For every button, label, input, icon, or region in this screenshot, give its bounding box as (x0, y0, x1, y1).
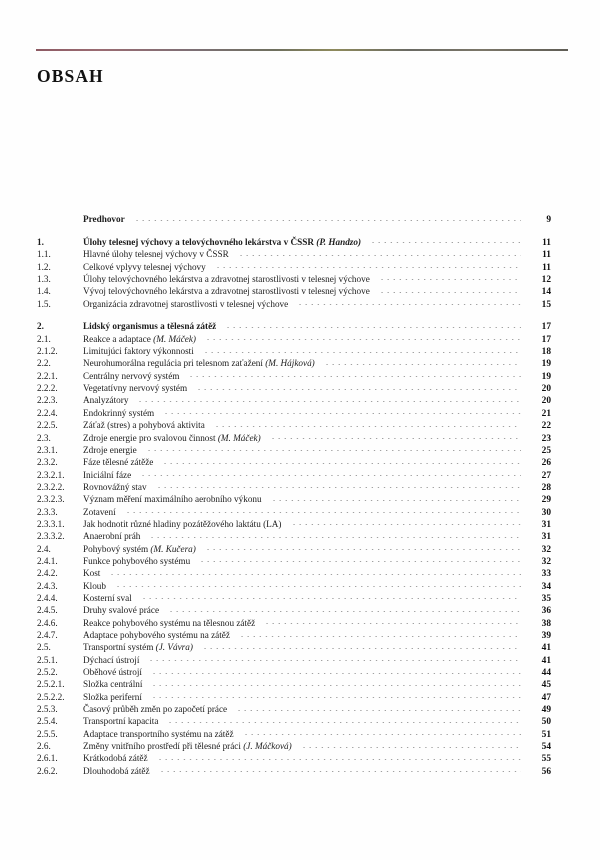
toc-page-number: 51 (541, 729, 551, 740)
toc-entry-title (83, 716, 163, 726)
toc-page-number: 25 (541, 445, 551, 456)
toc-entry-title-text: Zdroje energie (83, 444, 137, 455)
toc-row[interactable] (37, 555, 551, 567)
toc-entry-title (83, 766, 155, 776)
toc-entry-title-text: Hlavné úlohy telesnej výchovy v ČSSR (83, 249, 229, 260)
toc-page-number: 23 (541, 433, 551, 444)
toc-entry-number: 2.5.2.2. (37, 691, 65, 702)
toc-row[interactable] (37, 273, 551, 285)
toc-page-number: 33 (541, 569, 551, 580)
toc-page-number: 20 (541, 396, 551, 407)
toc-page-number: 32 (541, 544, 551, 555)
toc-entry-title (83, 679, 147, 689)
toc-entry-title-text: Reakce a adaptace (83, 333, 151, 344)
toc-entry-title-text: Jak hodnotit různé hladiny pozátěžového laktátu (LA) (83, 518, 282, 529)
toc-entry-title (83, 642, 198, 652)
toc-entry-title-text: Kosterní sval (83, 592, 132, 603)
toc-page-number: 26 (541, 458, 551, 469)
toc-entry-title-text: Úlohy telesnej výchovy a telovýchovného lekárstva v ČSSR (83, 236, 314, 247)
toc-entry-title (83, 519, 287, 529)
toc-page-number: 21 (541, 408, 551, 419)
toc-entry-number: 2.2.2. (37, 383, 58, 394)
table-of-contents (37, 213, 551, 777)
toc-row[interactable] (37, 629, 551, 641)
toc-row[interactable] (37, 357, 551, 369)
toc-page-number: 30 (541, 507, 551, 518)
toc-entry-title (83, 568, 105, 578)
toc-entry-title (83, 214, 130, 224)
toc-entry-title (83, 556, 195, 566)
toc-page-number: 36 (541, 606, 551, 617)
toc-entry-title (83, 371, 184, 381)
toc-entry-title (83, 544, 201, 554)
toc-row[interactable] (37, 382, 551, 394)
toc-dot-leader (109, 567, 521, 576)
toc-entry-number: 2.4.3. (37, 580, 58, 591)
toc-dot-leader (214, 419, 521, 428)
toc-dot-leader (301, 740, 521, 749)
toc-entry-title (83, 358, 320, 368)
toc-dot-leader (202, 641, 521, 650)
toc-entry-title (83, 593, 137, 603)
toc-page-number: 29 (541, 495, 551, 506)
toc-entry-number: 2. (37, 321, 44, 332)
toc-dot-leader (141, 592, 521, 601)
toc-row[interactable] (37, 740, 551, 752)
toc-entry-number: 2.5.5. (37, 728, 58, 739)
toc-entry-title-text: Zotavení (83, 506, 116, 517)
toc-entry-number: 2.3.3.2. (37, 531, 65, 542)
toc-entry-number: 2.4.6. (37, 617, 58, 628)
toc-row[interactable] (37, 298, 551, 310)
toc-page-number: 44 (541, 668, 551, 679)
toc-entry-title-text: Dýchací ústrojí (83, 654, 140, 665)
toc-entry-number: 2.1. (37, 333, 51, 344)
toc-dot-leader (137, 394, 521, 403)
toc-entry-title-text: Složka centrální (83, 679, 143, 690)
toc-dot-leader (188, 370, 521, 379)
toc-entry-title (83, 433, 266, 443)
toc-entry-number: 2.6. (37, 741, 51, 752)
toc-entry-title (83, 299, 293, 309)
toc-page-number: 17 (541, 334, 551, 345)
toc-page-number: 18 (541, 347, 551, 358)
toc-dot-leader (379, 285, 521, 294)
toc-row[interactable] (37, 518, 551, 530)
toc-page-number: 55 (541, 754, 551, 765)
toc-entry-number: 2.3.2.3. (37, 494, 65, 505)
toc-page-number: 50 (541, 717, 551, 728)
toc-row[interactable] (37, 592, 551, 604)
toc-entry-title (83, 274, 375, 284)
toc-row[interactable] (37, 530, 551, 542)
toc-row[interactable] (37, 691, 551, 703)
toc-page-number: 22 (541, 421, 551, 432)
toc-entry-title (83, 482, 152, 492)
toc-entry-number: 1.2. (37, 261, 51, 272)
toc-dot-leader (238, 248, 521, 257)
toc-entry-number: 2.3. (37, 432, 51, 443)
toc-entry-title (83, 334, 201, 344)
toc-page-number: 20 (541, 384, 551, 395)
toc-entry-number: 2.2. (37, 358, 51, 369)
toc-dot-leader (156, 481, 521, 490)
toc-entry-number: 2.5.4. (37, 716, 58, 727)
toc-entry-number: 2.5.2.1. (37, 679, 65, 690)
toc-entry-title (83, 618, 260, 628)
toc-entry-number: 2.2.4. (37, 407, 58, 418)
toc-entry-title (83, 507, 121, 517)
toc-entry-title-text: Lidský organismus a tělesná zátěž (83, 321, 217, 332)
toc-entry-title-text: Složka periferní (83, 691, 142, 702)
toc-row[interactable] (37, 654, 551, 666)
toc-entry-title (83, 445, 142, 455)
toc-entry-title (83, 692, 147, 702)
toc-entry-title-text: Analyzátory (83, 395, 129, 406)
toc-dot-leader (115, 580, 521, 589)
toc-page-number: 49 (541, 705, 551, 716)
toc-entry-number: 1.5. (37, 298, 51, 309)
toc-entry-number: 2.1.2. (37, 346, 58, 357)
toc-entry-title-text: Úlohy telovýchovného lekárstva a zdravotnej starostlivosti v telesnej výchove (83, 273, 370, 284)
toc-entry-number: 2.6.1. (37, 753, 58, 764)
page-title: OBSAH (37, 66, 104, 86)
toc-entry-author: (M. Máček) (153, 333, 196, 344)
toc-dot-leader (148, 654, 521, 663)
toc-entry-title-text: Celkové vplyvy telesnej výchovy (83, 261, 206, 272)
toc-row[interactable] (37, 567, 551, 579)
toc-entry-author: (P. Handzo) (316, 236, 362, 247)
toc-dot-leader (151, 691, 521, 700)
toc-entry-title (83, 729, 239, 739)
toc-entry-title-text: Zdroje energie pro svalovou činnost (83, 432, 216, 443)
toc-page-number: 11 (542, 262, 551, 273)
toc-entry-number: 1.4. (37, 286, 51, 297)
toc-entry-title (83, 605, 164, 615)
toc-row[interactable] (37, 604, 551, 616)
toc-entry-title (83, 321, 221, 331)
toc-entry-title-text: Pohybový systém (83, 543, 149, 554)
toc-dot-leader (151, 666, 521, 675)
toc-entry-title-text: Reakce pohybového systému na tělesnou zátěž (83, 617, 256, 628)
toc-entry-title-text: Krátkodobá zátěž (83, 753, 148, 764)
toc-entry-title-text: Limitujúci faktory výkonnosti (83, 346, 194, 357)
toc-entry-author: (J. Vávra) (155, 642, 193, 653)
toc-dot-leader (205, 333, 521, 342)
toc-dot-leader (149, 530, 521, 539)
toc-row[interactable] (37, 506, 551, 518)
toc-entry-title-text: Kloub (83, 580, 106, 591)
toc-page-number: 32 (541, 556, 551, 567)
toc-page-number: 11 (542, 237, 551, 248)
toc-entry-title-text: Význam měření maximálního aerobního výkonu (83, 494, 262, 505)
toc-row[interactable] (37, 456, 551, 468)
toc-entry-title-text: Rovnovážný stav (83, 481, 147, 492)
toc-entry-title (83, 531, 145, 541)
toc-entry-title-text: Centrálny nervový systém (83, 370, 180, 381)
toc-dot-leader (291, 518, 522, 527)
toc-dot-leader (203, 345, 521, 354)
toc-entry-number: 2.5.3. (37, 704, 58, 715)
toc-row[interactable] (37, 481, 551, 493)
toc-entry-title-text: Predhovor (83, 214, 125, 224)
toc-entry-title-text: Organizácia zdravotnej starostlivosti v telesnej výchove (83, 298, 289, 309)
toc-dot-leader (134, 213, 521, 222)
toc-row[interactable] (37, 580, 551, 592)
toc-entry-title (83, 753, 153, 763)
toc-row[interactable] (37, 728, 551, 740)
toc-entry-number: 1.1. (37, 249, 51, 260)
toc-entry-number: 2.4.2. (37, 568, 58, 579)
toc-dot-leader (324, 357, 521, 366)
toc-entry-title (83, 581, 111, 591)
toc-entry-number: 2.3.2.1. (37, 469, 65, 480)
toc-dot-leader (157, 752, 521, 761)
toc-page-number: 31 (541, 532, 551, 543)
toc-entry-number: 2.4.1. (37, 555, 58, 566)
toc-row[interactable] (37, 419, 551, 431)
toc-entry-title (83, 346, 199, 356)
toc-entry-title (83, 383, 192, 393)
toc-row[interactable] (37, 345, 551, 357)
toc-dot-leader (215, 261, 521, 270)
toc-page-number: 11 (542, 250, 551, 261)
toc-entry-number: 2.4. (37, 543, 51, 554)
toc-entry-title (83, 667, 147, 677)
toc-entry-title-text: Adaptace transportního systému na zátěž (83, 728, 234, 739)
toc-row[interactable] (37, 469, 551, 481)
toc-entry-title-text: Transportní systém (83, 642, 154, 653)
toc-page-number: 14 (541, 287, 551, 298)
toc-row[interactable] (37, 715, 551, 727)
toc-page-number: 39 (541, 631, 551, 641)
toc-entry-title-text: Funkce pohybového systému (83, 555, 191, 566)
toc-row[interactable] (37, 543, 551, 555)
toc-entry-title (83, 395, 133, 405)
toc-dot-leader (159, 765, 521, 774)
decorative-top-rule (36, 49, 568, 51)
toc-entry-number: 1. (37, 236, 44, 247)
toc-entry-number: 1.3. (37, 273, 51, 284)
toc-page-number: 47 (541, 692, 551, 703)
toc-dot-leader (297, 298, 521, 307)
toc-row[interactable] (37, 320, 551, 332)
toc-dot-leader (163, 407, 521, 416)
toc-entry-title-text: Iniciální fáze (83, 469, 132, 480)
toc-page-number: 9 (546, 215, 551, 225)
toc-row[interactable] (37, 678, 551, 690)
toc-entry-title (83, 741, 297, 751)
toc-row[interactable] (37, 666, 551, 678)
toc-entry-number: 2.2.5. (37, 420, 58, 431)
toc-entry-number: 2.3.1. (37, 444, 58, 455)
toc-page-number: 27 (541, 470, 551, 481)
toc-entry-title-text: Druhy svalové práce (83, 605, 160, 616)
toc-page-number: 41 (541, 643, 551, 654)
toc-entry-title-text: Anaerobní práh (83, 531, 141, 542)
toc-row[interactable] (37, 370, 551, 382)
toc-dot-leader (168, 604, 521, 613)
toc-entry-number: 2.3.2.2. (37, 481, 65, 492)
toc-page-number: 15 (541, 299, 551, 310)
toc-row[interactable] (37, 407, 551, 419)
toc-entry-title-text: Transportní kapacita (83, 716, 159, 727)
toc-dot-leader (205, 543, 521, 552)
toc-row[interactable] (37, 432, 551, 444)
toc-entry-title-text: Časový průběh změn po započetí práce (83, 704, 228, 715)
toc-dot-leader (199, 555, 521, 564)
toc-dot-leader (370, 236, 521, 245)
toc-row[interactable] (37, 261, 551, 273)
toc-row[interactable] (37, 617, 551, 629)
toc-entry-title (83, 237, 366, 247)
toc-page-number: 38 (541, 618, 551, 629)
toc-entry-number: 2.4.5. (37, 605, 58, 616)
toc-entry-title-text: Vývoj telovýchovného lekárstva a zdravotnej starostlivosti v telesnej výchove (83, 286, 370, 297)
toc-entry-number: 2.2.3. (37, 395, 58, 406)
toc-entry-title-text: Neurohumorálna regulácia pri telesnom zaťažení (83, 358, 263, 369)
toc-page-number: 34 (541, 581, 551, 592)
toc-entry-title-text: Změny vnitřního prostředí při tělesné práci (83, 741, 241, 752)
toc-page-number: 56 (541, 766, 551, 777)
toc-entry-title-text: Oběhové ústrojí (83, 667, 142, 678)
toc-row[interactable] (37, 641, 551, 653)
toc-entry-title (83, 249, 234, 259)
toc-row[interactable] (37, 248, 551, 260)
toc-page-number: 41 (541, 655, 551, 666)
toc-page-number: 54 (541, 742, 551, 753)
toc-entry-number: 2.3.3. (37, 506, 58, 517)
toc-entry-number: 2.5.2. (37, 667, 58, 678)
toc-entry-title (83, 630, 235, 640)
toc-entry-title-text: Endokrinný systém (83, 407, 155, 418)
toc-dot-leader (196, 382, 521, 391)
toc-dot-leader (379, 273, 521, 282)
toc-entry-title (83, 457, 158, 467)
toc-dot-leader (146, 444, 521, 453)
toc-dot-leader (167, 715, 521, 724)
toc-row[interactable] (37, 703, 551, 715)
toc-row[interactable] (37, 493, 551, 505)
toc-entry-title (83, 262, 211, 272)
toc-entry-number: 2.2.1. (37, 370, 58, 381)
toc-page-number: 12 (541, 274, 551, 285)
toc-page-number: 45 (541, 680, 551, 691)
toc-page-number: 35 (541, 593, 551, 604)
toc-entry-author: (M. Kučera) (150, 543, 196, 554)
toc-dot-leader (125, 506, 521, 515)
toc-dot-leader (243, 728, 521, 737)
toc-page-number: 17 (541, 322, 551, 333)
toc-entry-title (83, 704, 232, 714)
toc-row[interactable] (37, 236, 551, 248)
toc-entry-title-text: Kost (83, 568, 101, 579)
toc-dot-leader (151, 678, 521, 687)
toc-page-number: 19 (541, 371, 551, 382)
toc-entry-title (83, 286, 375, 296)
toc-entry-author: (J. Máčková) (243, 741, 292, 752)
toc-entry-title (83, 494, 267, 504)
toc-row[interactable] (37, 444, 551, 456)
toc-entry-title-text: Dlouhodobá zátěž (83, 765, 150, 776)
toc-entry-title-text: Záťaž (stres) a pohybová aktivita (83, 420, 205, 431)
toc-dot-leader (239, 629, 521, 638)
toc-entry-number: 2.5.1. (37, 654, 58, 665)
toc-entry-number: 2.3.3.1. (37, 518, 65, 529)
toc-page-number: 31 (541, 519, 551, 530)
toc-row[interactable] (37, 765, 551, 777)
toc-page-number: 19 (541, 359, 551, 370)
toc-entry-title (83, 408, 159, 418)
toc-page-number: 28 (541, 482, 551, 493)
toc-dot-leader (140, 469, 521, 478)
toc-row[interactable] (37, 213, 551, 225)
toc-dot-leader (225, 320, 521, 329)
toc-entry-title-text: Fáze tělesné zátěže (83, 457, 154, 468)
toc-dot-leader (270, 432, 521, 441)
toc-row[interactable] (37, 333, 551, 345)
toc-entry-title-text: Adaptace pohybového systému na zátěž (83, 630, 230, 640)
toc-entry-title (83, 420, 210, 430)
toc-dot-leader (264, 617, 521, 626)
toc-entry-author: (M. Máček) (217, 432, 261, 443)
toc-entry-number: 2.6.2. (37, 765, 58, 776)
toc-dot-leader (162, 456, 521, 465)
toc-entry-title (83, 470, 136, 480)
toc-dot-leader (271, 493, 521, 502)
toc-row[interactable] (37, 752, 551, 764)
toc-entry-number: 2.5. (37, 642, 51, 653)
toc-entry-number: 2.4.4. (37, 592, 58, 603)
toc-entry-number: 2.4.7. (37, 630, 58, 640)
toc-entry-title (83, 655, 144, 665)
toc-entry-number: 2.3.2. (37, 457, 58, 468)
toc-dot-leader (236, 703, 521, 712)
toc-row[interactable] (37, 285, 551, 297)
toc-entry-title-text: Vegetatívny nervový systém (83, 383, 188, 394)
toc-row[interactable] (37, 394, 551, 406)
toc-entry-author: (M. Hájková) (265, 358, 315, 369)
